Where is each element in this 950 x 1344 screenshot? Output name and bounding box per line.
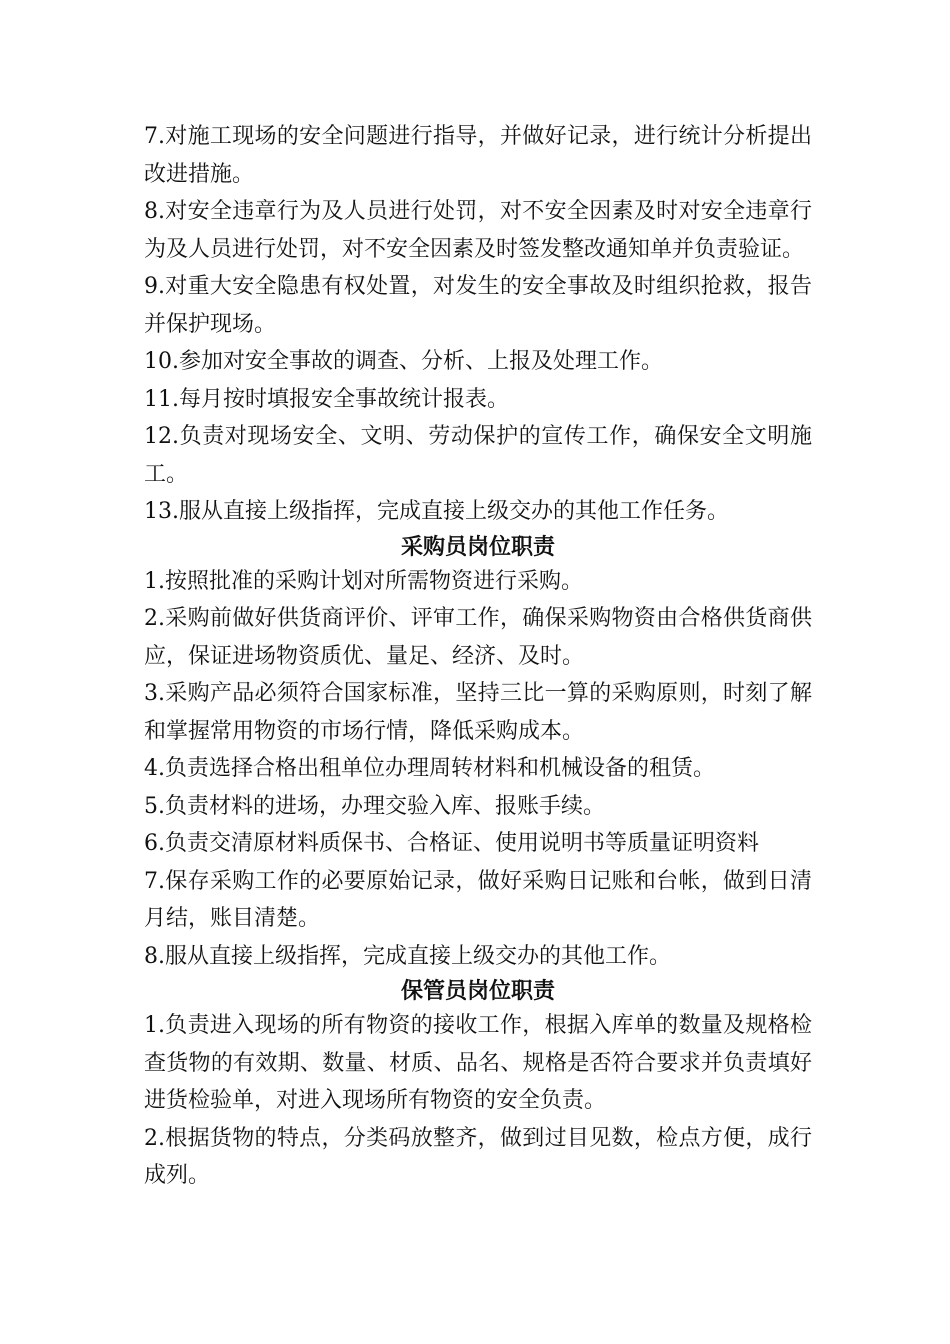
purchaser-item-5: 5.负责材料的进场，办理交验入库、报账手续。 bbox=[144, 793, 605, 819]
purchaser-item-7: 7.保存采购工作的必要原始记录，做好采购日记账和台帐，做到日清月结，账目清楚。 bbox=[144, 868, 812, 931]
purchaser-item-3: 3.采购产品必须符合国家标准，坚持三比一算的采购原则，时刻了解和掌握常用物资的市场行情，降低采购成本。 bbox=[144, 681, 812, 744]
safety-item-8: 8.对安全违章行为及人员进行处罚，对不安全因素及时对安全违章行为及人员进行处罚，对不安全因素及时签发整改通知单并负责验证。 bbox=[144, 199, 812, 262]
purchaser-item-8: 8.服从直接上级指挥，完成直接上级交办的其他工作。 bbox=[144, 943, 671, 969]
safety-item-12: 12.负责对现场安全、文明、劳动保护的宣传工作，确保安全文明施工。 bbox=[144, 424, 812, 487]
purchaser-item-1: 1.按照批准的采购计划对所需物资进行采购。 bbox=[144, 568, 583, 594]
purchaser-item-6: 6.负责交清原材料质保书、合格证、使用说明书等质量证明资料 bbox=[144, 831, 759, 856]
purchaser-item-4: 4.负责选择合格出租单位办理周转材料和机械设备的租赁。 bbox=[144, 756, 715, 781]
keeper-item-1: 1.负责进入现场的所有物资的接收工作，根据入库单的数量及规格检查货物的有效期、数量、材质、品名、规格是否符合要求并负责填好进货检验单，对进入现场所有物资的安全负责。 bbox=[144, 1013, 812, 1113]
safety-item-7: 7.对施工现场的安全问题进行指导，并做好记录，进行统计分析提出改进措施。 bbox=[144, 124, 812, 187]
safety-item-10: 10.参加对安全事故的调查、分析、上报及处理工作。 bbox=[144, 349, 663, 374]
keeper-section-title: 保管员岗位职责 bbox=[400, 978, 555, 1004]
safety-item-13: 13.服从直接上级指挥，完成直接上级交办的其他工作任务。 bbox=[144, 499, 729, 524]
document-body bbox=[144, 118, 812, 1195]
safety-item-9: 9.对重大安全隐患有权处置，对发生的安全事故及时组织抢救，报告并保护现场。 bbox=[144, 274, 812, 337]
keeper-item-2: 2.根据货物的特点，分类码放整齐，做到过目见数，检点方便，成行成列。 bbox=[144, 1125, 812, 1188]
purchaser-item-2: 2.采购前做好供货商评价、评审工作，确保采购物资由合格供货商供应，保证进场物资质优、量足、经济、及时。 bbox=[144, 606, 812, 669]
purchaser-section-title: 采购员岗位职责 bbox=[400, 533, 555, 560]
safety-item-11: 11.每月按时填报安全事故统计报表。 bbox=[144, 386, 509, 412]
